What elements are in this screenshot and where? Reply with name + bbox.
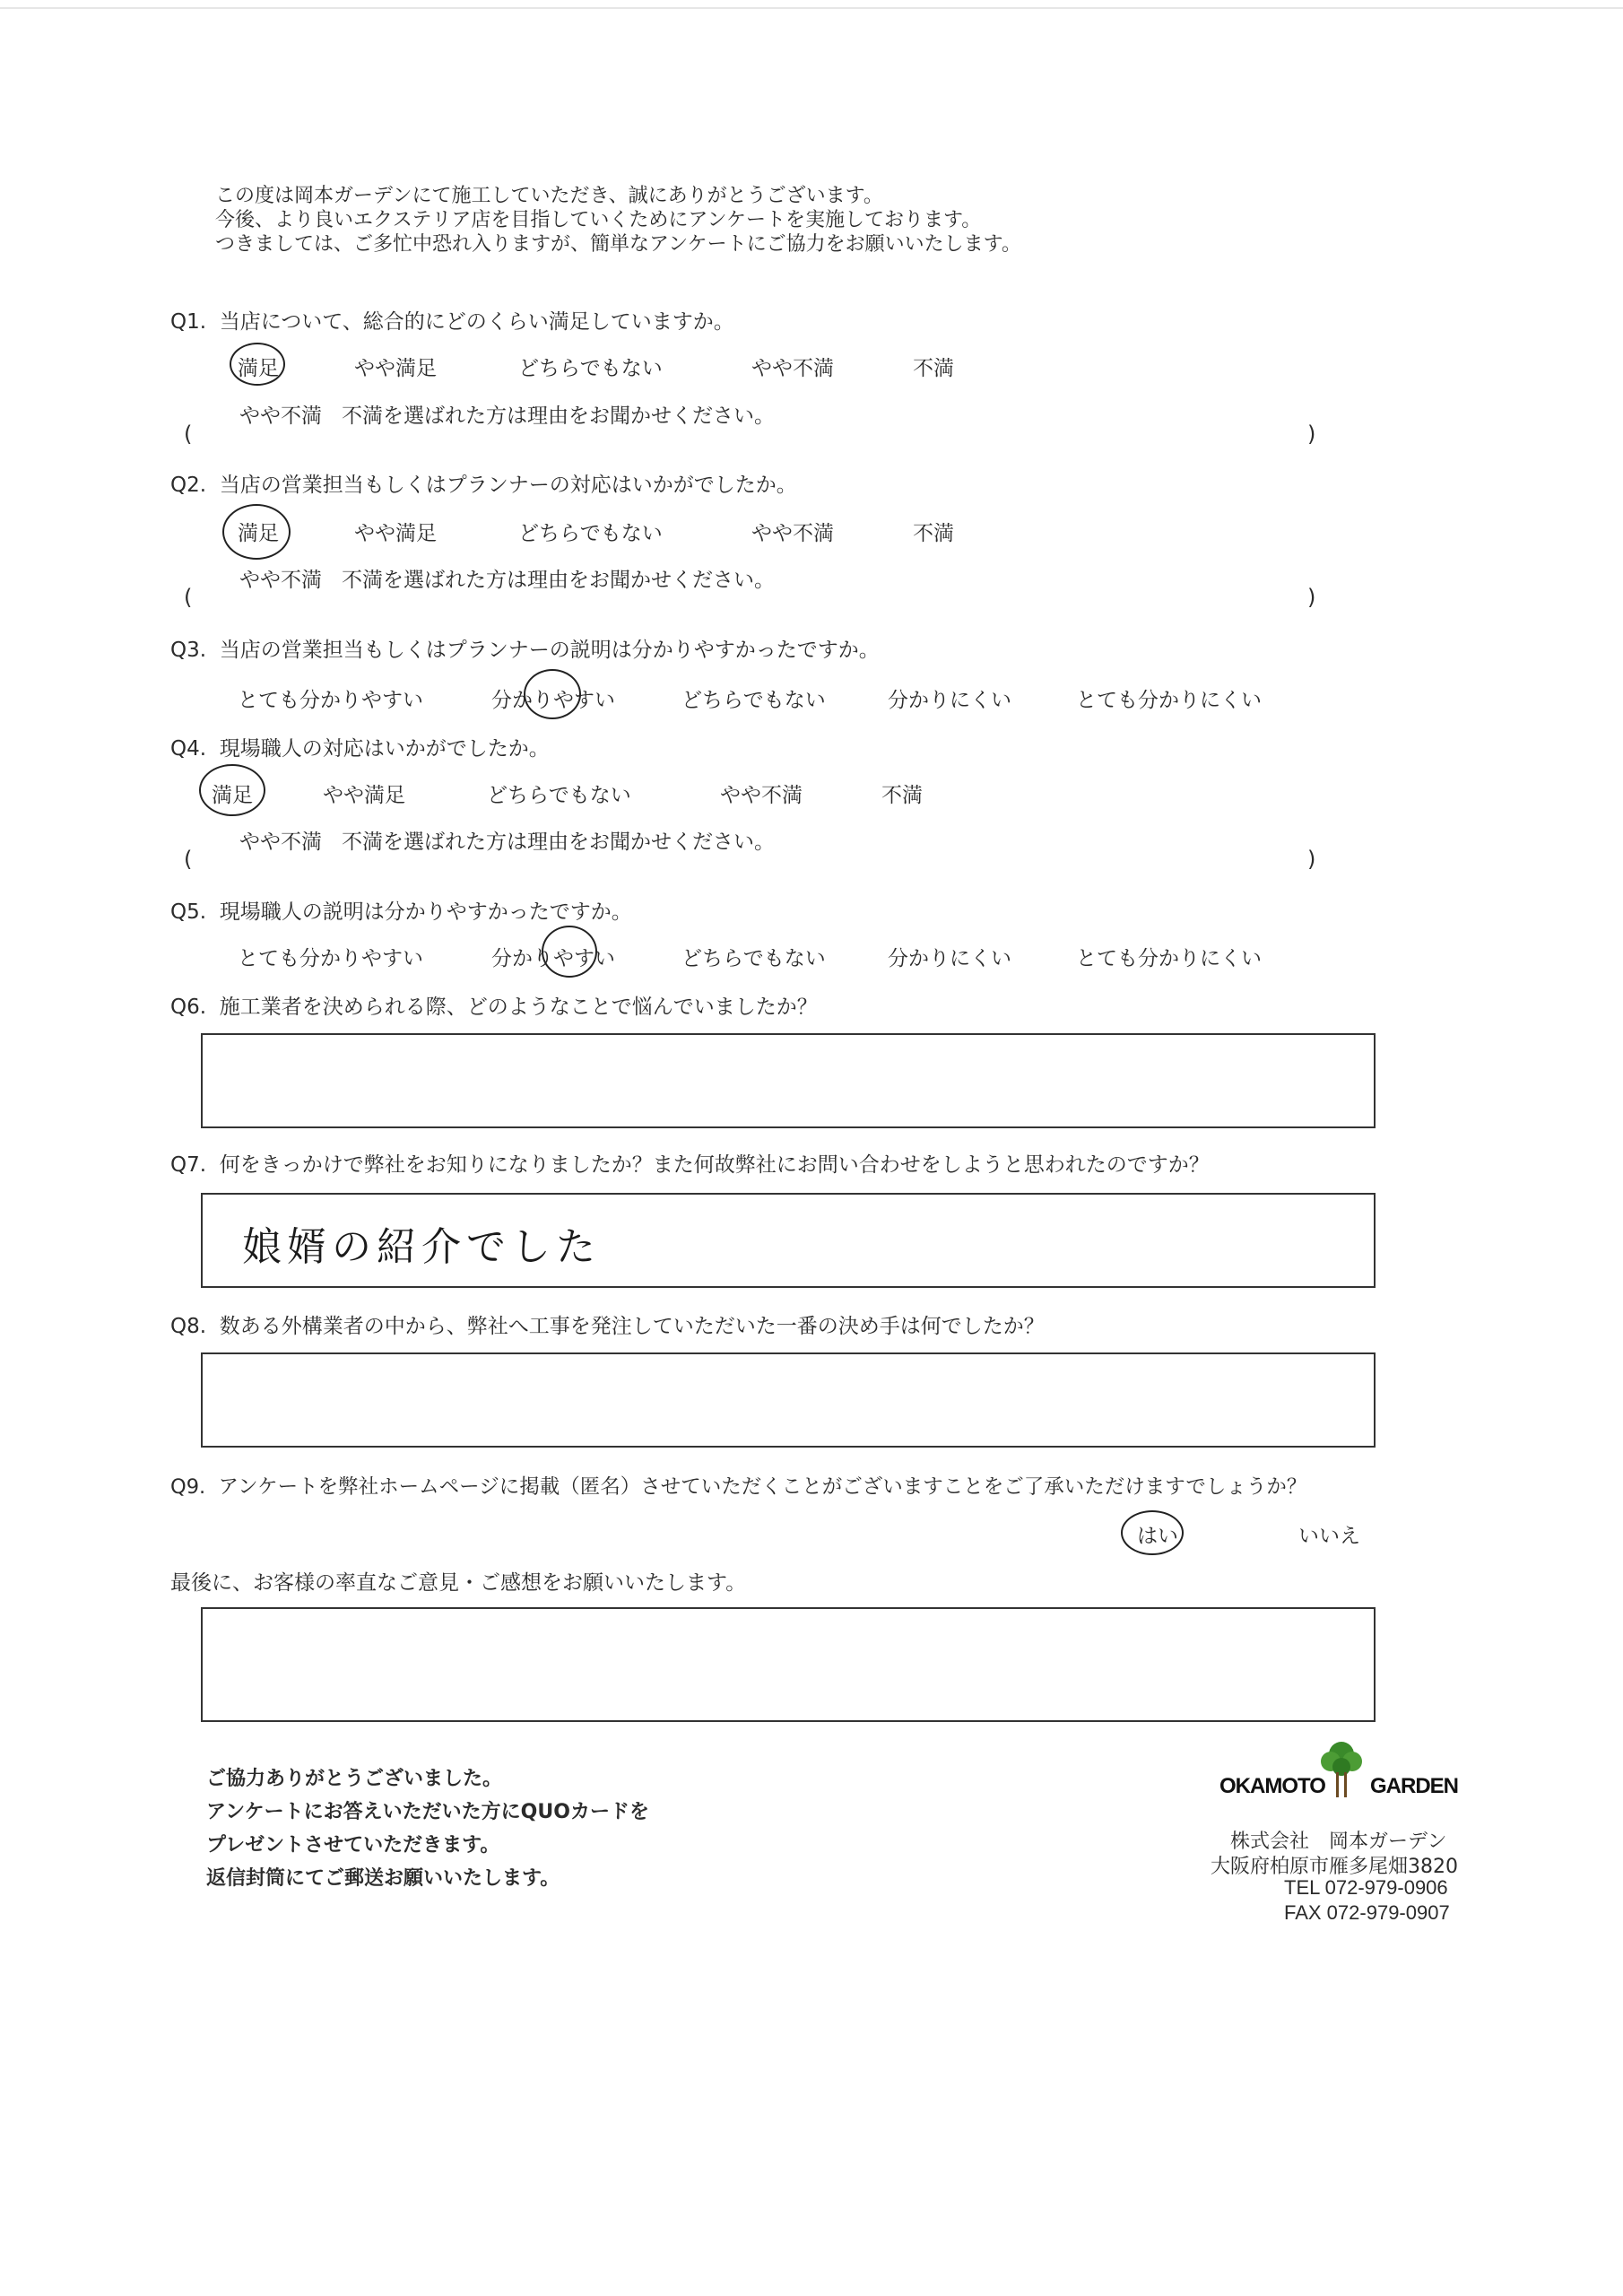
q3-option-5[interactable]: とても分かりにくい [1076, 689, 1262, 712]
q9-selection-circle [1121, 1510, 1184, 1555]
final-label: 最後に、お客様の率直なご意見・ご感想をお願いいたします。 [170, 1571, 747, 1595]
scan-edge [0, 7, 1623, 9]
q7-number: Q7. [170, 1153, 207, 1177]
q9-number: Q9. [170, 1475, 206, 1499]
tree-icon [1316, 1740, 1367, 1799]
q4-label [170, 732, 550, 761]
logo-text-left: OKAMOTO [1219, 1774, 1325, 1798]
q5-number: Q5. [170, 900, 207, 924]
q2-text: 当店の営業担当もしくはプランナーの対応はいかがでしたか。 [219, 474, 797, 497]
q5-option-5[interactable]: とても分かりにくい [1076, 947, 1262, 970]
q3-option-4[interactable]: 分かりにくい [888, 689, 1011, 712]
intro-line-2: 今後、より良いエクステリア店を目指していくためにアンケートを実施しております。 [215, 209, 982, 231]
q5-text: 現場職人の説明は分かりやすかったですか。 [219, 900, 632, 924]
q4-option-3[interactable]: どちらでもない [487, 784, 631, 807]
company-name: 株式会社 岡本ガーデン [1230, 1831, 1447, 1853]
q2-paren-open: ( [184, 585, 193, 610]
thanks-line-4: 返信封筒にてご郵送お願いいたします。 [206, 1867, 560, 1890]
q1-reason-prompt [239, 399, 775, 429]
q3-text: 当店の営業担当もしくはプランナーの説明は分かりやすかったですか。 [219, 639, 880, 662]
q2-selection-circle [222, 504, 291, 560]
q2-label [170, 468, 797, 498]
q5-option-4[interactable]: 分かりにくい [888, 947, 1011, 970]
q1-option-4[interactable]: やや不満 [751, 357, 834, 380]
q4-selection-circle [199, 764, 265, 816]
q1-label [170, 305, 734, 335]
q5-selection-circle [542, 926, 597, 978]
q8-answer-box[interactable] [201, 1352, 1376, 1448]
q2-option-3[interactable]: どちらでもない [518, 522, 663, 545]
q6-number: Q6. [170, 996, 207, 1019]
q3-option-3[interactable]: どちらでもない [681, 689, 826, 712]
q4-reason-prefix: やや不満 [239, 831, 322, 854]
q1-number: Q1. [170, 310, 207, 334]
thanks-line-3: プレゼントさせていただきます。 [206, 1834, 500, 1857]
q2-option-2[interactable]: やや満足 [354, 522, 437, 545]
q5-option-1[interactable]: とても分かりやすい [238, 947, 423, 970]
q8-number: Q8. [170, 1315, 207, 1338]
q1-paren-close: ) [1307, 422, 1316, 447]
q6-text: 施工業者を決められる際、どのようなことで悩んでいましたか？ [219, 996, 818, 1019]
q3-selection-circle [524, 669, 581, 719]
q4-option-2[interactable]: やや満足 [323, 784, 405, 807]
q4-paren-open: ( [184, 847, 193, 872]
q2-number: Q2. [170, 474, 207, 497]
q9-label [170, 1471, 1306, 1500]
q1-option-2[interactable]: やや満足 [354, 357, 437, 380]
q4-paren-close: ) [1307, 847, 1316, 872]
company-fax: FAX 072-979-0907 [1284, 1901, 1450, 1924]
intro-line-3: つきましては、ご多忙中恐れ入りますが、簡単なアンケートにご協力をお願いいたします。 [215, 233, 1021, 256]
q2-option-5[interactable]: 不満 [913, 522, 954, 545]
q3-number: Q3. [170, 639, 207, 662]
q4-option-5[interactable]: 不満 [881, 784, 923, 807]
q4-reason-prompt [239, 825, 775, 855]
q4-text: 現場職人の対応はいかがでしたか。 [219, 737, 550, 761]
q7-label [170, 1148, 1210, 1178]
company-tel: TEL 072-979-0906 [1284, 1876, 1448, 1899]
thanks-line-1: ご協力ありがとうございました。 [206, 1768, 503, 1790]
q9-text: アンケートを弊社ホームページに掲載（匿名）させていただくことがございますことをご了承いただけますでしょうか？ [218, 1475, 1307, 1499]
q3-label [170, 633, 880, 663]
q9-no-option[interactable]: いいえ [1298, 1525, 1360, 1548]
q1-paren-open: ( [184, 422, 193, 447]
q9-yes-option[interactable]: はい [1137, 1525, 1178, 1548]
q3-option-2[interactable]: 分かりやすい [491, 689, 615, 712]
q7-text: 何をきっかけで弊社をお知りになりましたか？また何故弊社にお問い合わせをしようと思われたのですか？ [219, 1153, 1210, 1177]
q7-answer-box[interactable] [201, 1193, 1376, 1288]
q8-text: 数ある外構業者の中から、弊社へ工事を発注していただいた一番の決め手は何でしたか？ [219, 1315, 1045, 1338]
company-address: 大阪府柏原市雁多尾畑3820 [1211, 1856, 1458, 1878]
q2-option-4[interactable]: やや不満 [751, 522, 834, 545]
q4-reason-text: 不満を選ばれた方は理由をお聞かせください。 [341, 831, 775, 854]
q1-text: 当店について、総合的にどのくらい満足していますか。 [219, 310, 734, 334]
q2-reason-prefix: やや不満 [239, 569, 322, 592]
q1-option-3[interactable]: どちらでもない [518, 357, 663, 380]
q4-option-1[interactable]: 満足 [212, 784, 253, 807]
logo-text-right: GARDEN [1370, 1774, 1459, 1798]
q1-reason-prefix: やや不満 [239, 404, 322, 428]
q7-handwritten-answer: 娘婿の紹介でした [242, 1224, 601, 1270]
q2-reason-prompt [239, 563, 775, 593]
q1-reason-text: 不満を選ばれた方は理由をお聞かせください。 [341, 404, 775, 428]
q2-option-1[interactable]: 満足 [238, 522, 279, 545]
q5-option-2[interactable]: 分かりやすい [491, 947, 615, 970]
company-logo [1219, 1740, 1471, 1803]
thanks-line-2: アンケートにお答えいただいた方にQUOカードを [206, 1801, 649, 1823]
q1-selection-circle [230, 343, 285, 386]
q1-option-1[interactable]: 満足 [238, 357, 279, 380]
q5-option-3[interactable]: どちらでもない [681, 947, 826, 970]
q4-option-4[interactable]: やや不満 [720, 784, 803, 807]
q8-label [170, 1309, 1045, 1339]
intro-line-1: この度は岡本ガーデンにて施工していただき、誠にありがとうございます。 [215, 185, 883, 207]
q2-paren-close: ) [1307, 585, 1316, 610]
q6-answer-box[interactable] [201, 1033, 1376, 1128]
q5-label [170, 895, 632, 925]
q4-number: Q4. [170, 737, 207, 761]
q1-option-5[interactable]: 不満 [913, 357, 954, 380]
q2-reason-text: 不満を選ばれた方は理由をお聞かせください。 [341, 569, 775, 592]
q6-label [170, 990, 818, 1020]
final-answer-box[interactable] [201, 1607, 1376, 1722]
q3-option-1[interactable]: とても分かりやすい [238, 689, 423, 712]
